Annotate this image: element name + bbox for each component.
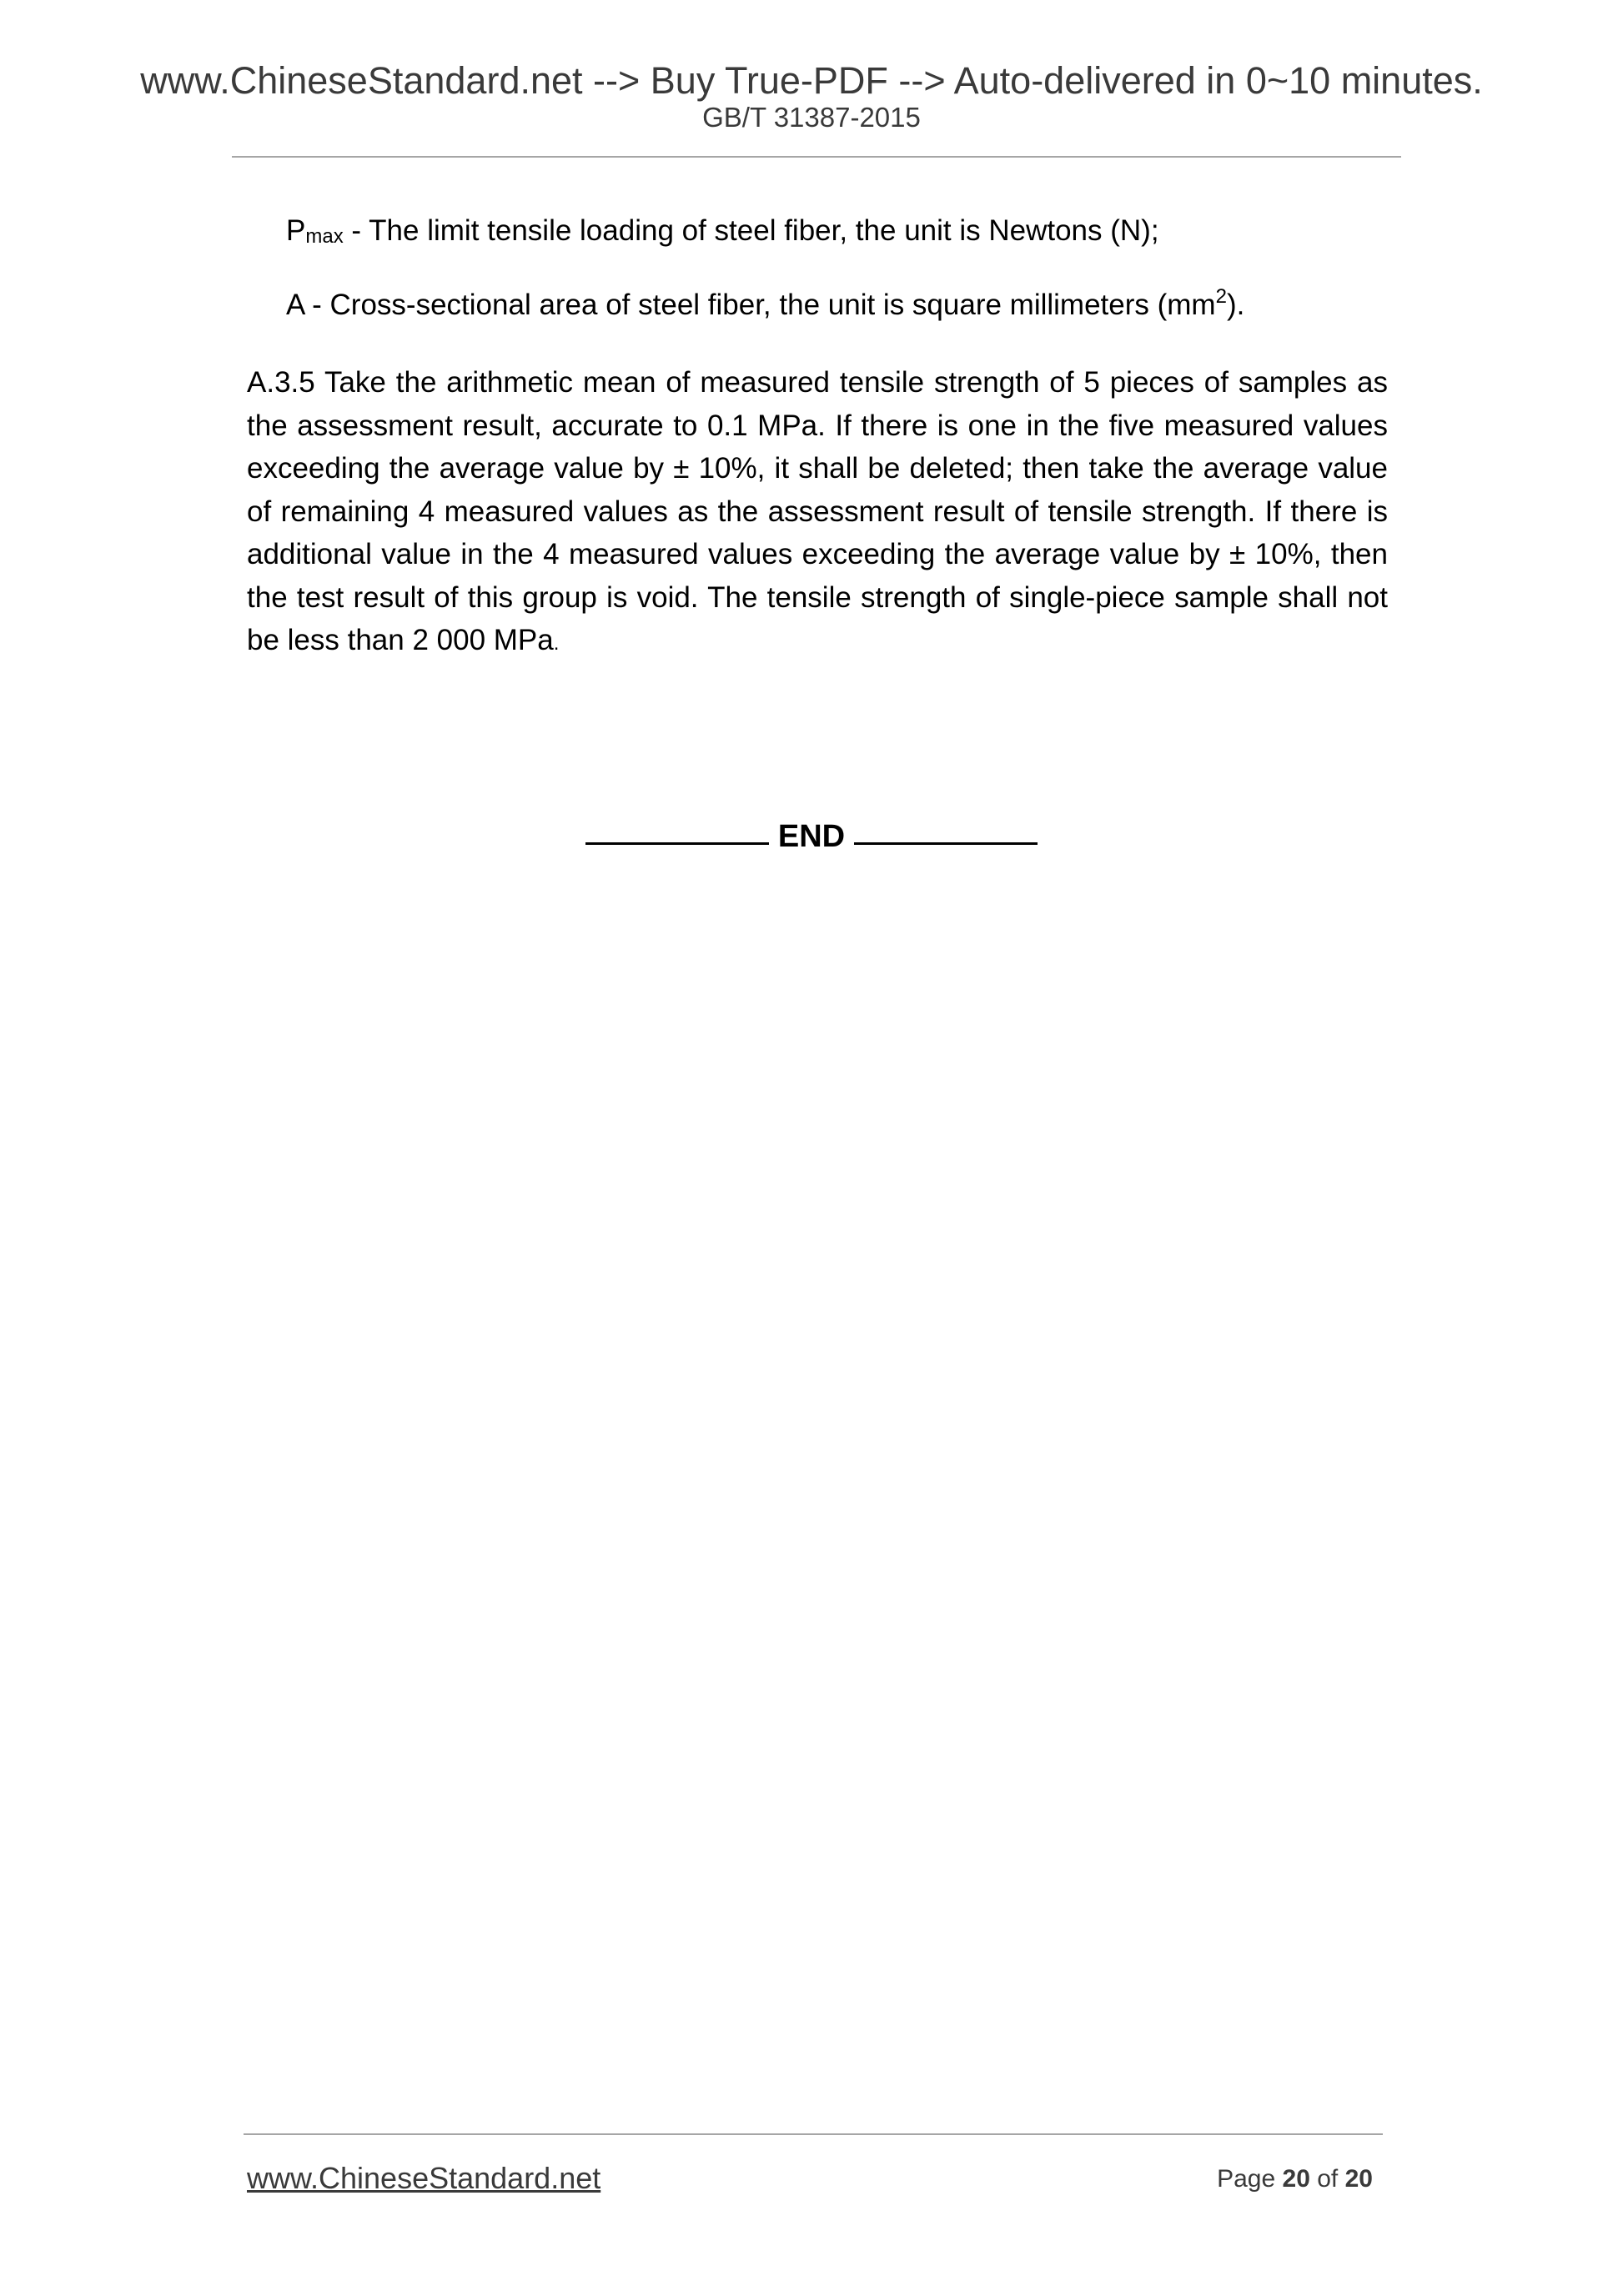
footer-divider xyxy=(244,2133,1383,2135)
definition-symbol: A xyxy=(286,289,304,321)
end-marker xyxy=(0,821,1623,852)
definition-symbol: P xyxy=(286,214,306,247)
header-divider xyxy=(232,156,1401,158)
page-current: 20 xyxy=(1282,2165,1310,2193)
definition-superscript: 2 xyxy=(1215,285,1227,308)
definition-text-end: ). xyxy=(1226,289,1245,321)
definition-text: - The limit tensile loading of steel fiber, the unit is Newtons (N); xyxy=(343,214,1159,247)
standard-number: GB/T 31387-2015 xyxy=(702,102,921,133)
page-indicator xyxy=(1217,2167,1373,2192)
site-banner[interactable]: www.ChineseStandard.net --> Buy True-PDF --> Auto-delivered in 0~10 minutes. xyxy=(140,59,1483,102)
footer-site-link[interactable]: www.ChineseStandard.net xyxy=(247,2161,601,2195)
definition-pmax xyxy=(286,216,1159,247)
definition-subscript: max xyxy=(305,225,344,248)
definition-area xyxy=(286,285,1245,321)
end-label: END xyxy=(777,819,846,854)
clause-text: A.3.5 Take the arithmetic mean of measured tensile strength of 5 pieces of samples as the assessment result, accurate to 0.1 MPa. If there is one in the five measured values exceeding the average value by ± 10%, it shall be deleted; then take the average value of remaining 4 measured values as the assessment result of tensile strength. If there is additional value in the 4 measured values exceeding the average value by ± 10%, then the test result of this group is void. The tensile strength of single-piece sample shall not be less than 2 000 MPa xyxy=(247,366,1388,656)
end-line-right xyxy=(854,842,1038,845)
clause-a-3-5 xyxy=(247,361,1388,666)
page-prefix: Page xyxy=(1217,2165,1276,2193)
page-total: 20 xyxy=(1344,2165,1373,2193)
clause-tail: . xyxy=(553,632,560,655)
end-line-left xyxy=(585,842,769,845)
page-of: of xyxy=(1317,2165,1339,2193)
definition-text: - Cross-sectional area of steel fiber, the unit is square millimeters (mm xyxy=(304,289,1216,321)
